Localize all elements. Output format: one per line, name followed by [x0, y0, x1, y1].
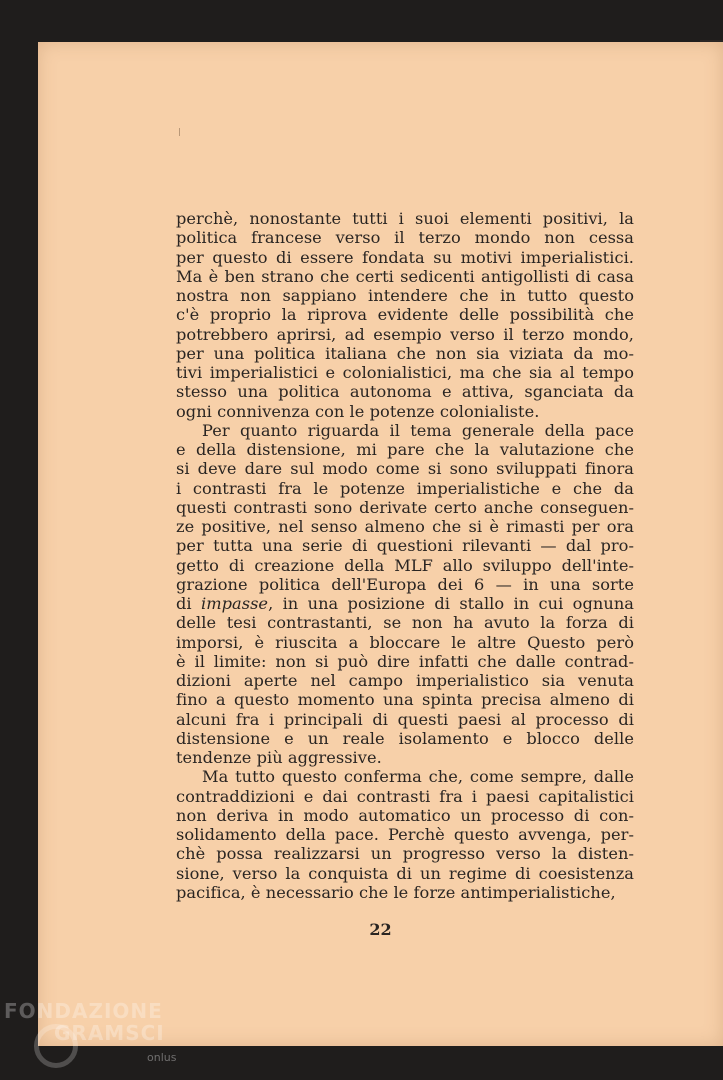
text-line: [176, 363, 634, 382]
text-line: [176, 633, 634, 652]
text-line-content: per tutta una serie di questioni rilevanti — dal pro-: [176, 536, 634, 556]
text-line-content: non deriva in modo automatico un processo di con-: [176, 805, 634, 825]
text-line: [176, 844, 634, 863]
text-line-content: politica francese verso il terzo mondo non cessa: [176, 228, 634, 248]
text-line-content: per una politica italiana che non sia viziata da mo-: [176, 343, 634, 363]
watermark-line2: GRAMSCI: [54, 1021, 165, 1045]
text-line-content: tendenze più aggressive.: [176, 748, 382, 767]
text-line: [176, 209, 634, 228]
text-line: [176, 594, 634, 613]
text-line-content: per questo di essere fondata su motivi imperialistici.: [176, 247, 634, 267]
text-line: [176, 575, 634, 594]
text-line: [176, 421, 634, 440]
text-line: [176, 787, 634, 806]
text-line-content: stesso una politica autonoma e attiva, sganciata da: [176, 382, 634, 402]
text-line-content: Per quanto riguarda il tema generale della pace: [202, 420, 634, 440]
watermark: [4, 1000, 165, 1044]
text-line: [176, 671, 634, 690]
text-line-content: tivi imperialistici e colonialistici, ma che sia al tempo: [176, 363, 634, 382]
text-line: [176, 344, 634, 363]
text-line: [176, 498, 634, 517]
text-line: [176, 536, 634, 555]
text-line-content: si deve dare sul modo come si sono sviluppati finora: [176, 459, 634, 479]
text-line: [176, 479, 634, 498]
text-line-content: nostra non sappiano intendere che in tutto questo: [176, 286, 634, 305]
text-line: [176, 690, 634, 709]
text-line: [176, 652, 634, 671]
text-line: [176, 267, 634, 286]
text-line-content: fino a questo momento una spinta precisa almeno di: [176, 690, 634, 710]
text-line: [176, 767, 634, 786]
text-line: [176, 613, 634, 632]
text-line: [176, 228, 634, 247]
text-line-content: delle tesi contrastanti, se non ha avuto la forza di: [176, 613, 634, 633]
text-line-content: di impasse, in una posizione di stallo in cui ognuna: [176, 594, 634, 613]
page-number: 22: [369, 920, 392, 939]
text-line: [176, 286, 634, 305]
text-line-content: dizioni aperte nel campo imperialistico sia venuta: [176, 671, 634, 690]
text-line-content: grazione politica dell'Europa dei 6 — in una sorte: [176, 574, 634, 594]
text-line: [176, 748, 634, 767]
text-line: [176, 402, 634, 421]
text-line-content: chè possa realizzarsi un progresso verso la disten-: [176, 844, 634, 864]
text-line-content: sione, verso la conquista di un regime di coesistenza: [176, 863, 634, 883]
text-line: [176, 556, 634, 575]
text-line: [176, 806, 634, 825]
watermark-sub: onlus: [147, 1051, 177, 1064]
text-line: [176, 825, 634, 844]
text-line-content: e della distensione, mi pare che la valutazione che: [176, 440, 634, 459]
text-line-content: imporsi, è riuscita a bloccare le altre Questo però: [176, 632, 634, 652]
text-line: [176, 710, 634, 729]
text-line-content: è il limite: non si può dire infatti che dalle contrad-: [176, 651, 634, 671]
text-line: [176, 305, 634, 324]
text-line-content: i contrasti fra le potenze imperialistiche e che da: [176, 478, 634, 498]
text-line-content: contraddizioni e dai contrasti fra i paesi capitalistici: [176, 786, 634, 806]
text-line-content: perchè, nonostante tutti i suoi elementi positivi, la: [176, 209, 634, 228]
text-line: [176, 248, 634, 267]
text-line: [176, 864, 634, 883]
watermark-line1: FONDAZIONE: [4, 999, 163, 1023]
text-line: [176, 459, 634, 478]
text-line-content: Ma tutto questo conferma che, come sempre, dalle: [202, 767, 634, 787]
text-line-content: ogni connivenza con le potenze colonialiste.: [176, 401, 540, 421]
text-line-content: ze positive, nel senso almeno che si è rimasti per ora: [176, 517, 634, 536]
text-line: [176, 382, 634, 401]
text-line-content: pacifica, è necessario che le forze antimperialistiche,: [176, 882, 616, 902]
text-line-content: distensione e un reale isolamento e blocco delle: [176, 728, 634, 748]
text-line: [176, 517, 634, 536]
text-line-content: c'è proprio la riprova evidente delle possibilità che: [176, 305, 634, 325]
text-line-content: questi contrasti sono derivate certo anche conseguen-: [176, 497, 634, 517]
italic-term: impasse: [200, 594, 269, 613]
text-line-content: solidamento della pace. Perchè questo avvenga, per-: [176, 825, 634, 844]
text-line-content: Ma è ben strano che certi sedicenti antigollisti di casa: [176, 266, 634, 286]
body-text: [176, 209, 634, 902]
text-line-content: alcuni fra i principali di questi paesi al processo di: [176, 709, 634, 729]
text-line-content: getto di creazione della MLF allo sviluppo dell'inte-: [176, 555, 634, 575]
document-page: [38, 42, 723, 1046]
text-line: [176, 440, 634, 459]
page-mark: [179, 128, 180, 136]
text-line: [176, 729, 634, 748]
text-line-content: potrebbero aprirsi, ad esempio verso il terzo mondo,: [176, 324, 634, 344]
text-line: [176, 325, 634, 344]
text-line: [176, 883, 634, 902]
